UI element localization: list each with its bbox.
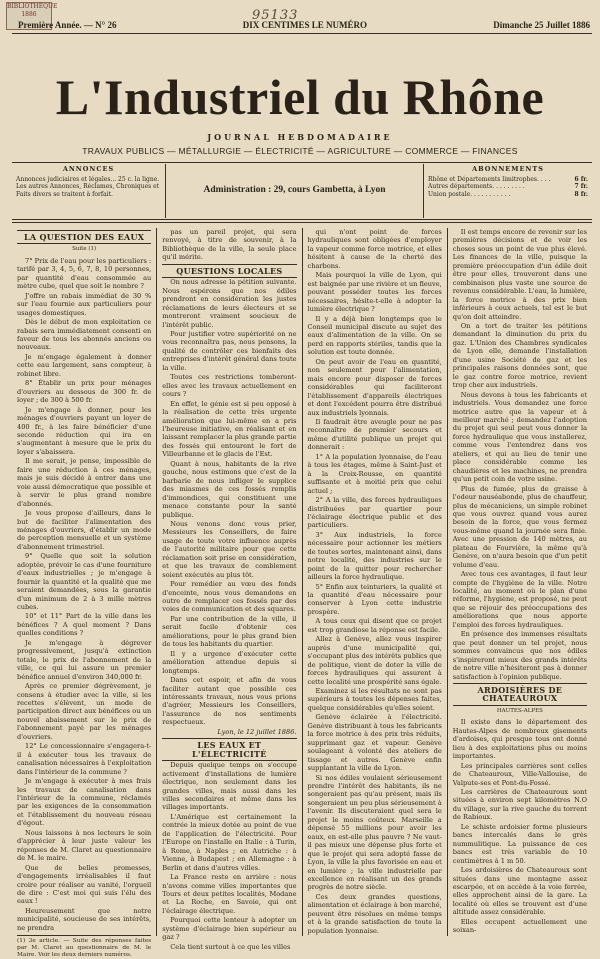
article-paragraph: En effet, le génie est si peu opposé à la réalisation de cette très urgente amélioration que lui-même en a pris l'heureuse initiative, en réalisant et en laissant remplacer la plus grande partie des fossés qui entourent le fort de Villeurbanne et le glacis de l'Est. <box>162 399 297 459</box>
article-paragraph: 3° Aux industriels, la force nécessaire pour actionner les métiers de toutes sortes, maintenant ainsi, dans notre localité, des industries sur le point de la quitter pour rechercher ailleurs la force hydraulique. <box>307 530 442 582</box>
article-paragraph: 8° Établir un prix pour ménages d'ouvriers au dessous de 300 fr. de loyer ; de 300 à 500 fr. <box>17 379 152 405</box>
article-columns <box>12 228 592 959</box>
article-body <box>308 228 442 935</box>
article-body <box>162 278 296 727</box>
article-paragraph: Les carrières de Chateauroux sont situées à environ sept kilomètres N.O du village, sur la rive gauche du torrent de Rabioux. <box>452 788 587 822</box>
abonnement-label: Autres départements. . . . . . . . . <box>428 183 525 190</box>
article-paragraph: Nous venons donc vous prier, Messieurs les Conseillers, de faire usage de toute votre influence auprès de l'autorité militaire pour que cette réclamation soit prise en considération, et que les travaux de comblement soient exécutés au plus tôt. <box>162 519 297 579</box>
article-paragraph: Je m'engage à exécuter à mes frais les travaux de canalisation dans l'intérieur de la commune, réclamés par les exigences de la consommation et l'établissement du nouveau réseau d'égout. <box>17 777 152 828</box>
article-paragraph: 12° Le concessionnaire s'engagera-t-il à exécuter tous les travaux de canalisation nécessaires à l'exploitation dans l'intérieur de la commune ? <box>17 742 152 776</box>
article-paragraph: Il existe dans le département des Hautes-Alpes de nombreux gisements d'ardoises, qui presque tous ont donné lieu à des exploitations plus ou moins importantes. <box>452 718 587 761</box>
handwritten-number: 95133 <box>252 8 299 23</box>
article-paragraph: Par une contribution de la ville, il serait facile d'obtenir ces améliorations, pour le plus grand bien de tous les habitants du quartier. <box>162 614 297 649</box>
article-paragraph: Allez à Genève, allez vous inspirer auprès d'une municipalité qui, s'occupant plus des intérêts publics que de politique, vient de doter la ville de forces hydrauliques qui assurent à cette localité une prospérité sans égale. <box>307 635 442 686</box>
annonces-heading: ANNONCES <box>62 165 115 173</box>
article-paragraph: On a tort de traiter les pétitions demandant la diminution du prix du gaz. L'Union des Chambres syndicales de Lyon elle, demande l'installation d'une usine Société de gaz et les principales raisons données sont, que le gaz contre force motrice, revient trop cher aux industriels. <box>452 321 587 390</box>
article-title: ARDOISIÈRES DE CHATEAUROUX <box>453 683 587 706</box>
article-paragraph: A tous ceux qui disent que ce projet est trop grandiose la réponse est facile. <box>307 617 442 634</box>
abonnement-price: 7 fr. <box>574 183 588 190</box>
article-paragraph: J'offre un rabais immédiat de 30 % sur l'eau fournie aux particuliers pour usages domestiques. <box>17 291 152 317</box>
article-paragraph: Heureusement que notre municipalité, soucieuse de ses intérêts, ne prendra <box>17 906 152 932</box>
divider <box>12 219 592 220</box>
article-paragraph: Il y a déjà bien longtemps que le Conseil municipal discute au sujet des eaux d'alimentation de la ville. On se perd en rapports stériles, tandis que la solution est toute donnée. <box>307 314 442 357</box>
masthead-subtitle: JOURNAL HEBDOMADAIRE <box>207 132 393 142</box>
divider <box>12 162 592 163</box>
divider <box>12 33 592 34</box>
library-stamp: BIBLIOTHÈQUE 1886 <box>6 2 52 30</box>
article-paragraph: La France reste en arrière : nous n'avons comme villes importantes que Tours et deux petites localités, Modane et La Roche, en Savoie, qui ont l'éclairage électrique. <box>162 873 297 915</box>
article-paragraph: Pour remédier au vœu des fonds d'enceinte, nous vous demandons en outre de remplacer ces fossés par des voies de communication et des squares. <box>162 580 297 614</box>
article-paragraph: pas un pareil projet, qui sera renvoyé, à titre de souvenir, à la Bibliothèque de la ville, la seule place qu'il mérite. <box>162 228 297 262</box>
abonnement-row <box>428 183 588 191</box>
article-paragraph: Dans cet espoir, et afin de vous faciliter autant que possible ces intéressants travaux, nous vous prions d'agréer, Messieurs les Conseillers, l'assurance de nos sentiments respectueux. <box>162 676 297 727</box>
article-title: LES EAUX ET L'ÉLECTRICITÉ <box>162 738 296 761</box>
article-paragraph: Quant à nous, habitants de la rive gauche, nous estimons que c'est de la barbarie de nous infliger le supplice des miasmes de ces fossés remplis d'immondices, qui constituent une menace constante pour la santé publique. <box>162 459 297 519</box>
annonces-box <box>12 164 166 218</box>
abonnement-row <box>428 176 588 184</box>
article-paragraph: L'Amérique est certainement la contrée la mieux dotée au point de vue de l'application de l'électricité. Pour l'Europe on l'installe en Italie : à Turin, à Rome, à Naples ; en Autriche : à Vienne, à Budapest ; en Allemagne : à Berlin et dans d'autres villes. <box>162 812 297 872</box>
article-paragraph: Que de belles promesses, d'engagements irréalisables il faut croire pour réaliser au vanité, l'orgueil de dire : C'est moi qui suis l'élu des eaux ! <box>17 863 152 906</box>
article-paragraph: Les principales carrières sont celles de Chateauroux, Ville-Vallouise, de Valpute-ses et Pont-du-Fossé. <box>452 761 587 787</box>
article-paragraph: Je m'engage également à donner cette eau largement, sans compteur, à robinet libre. <box>17 352 152 378</box>
article-paragraph: Nous devons à tous les fabricants et industriels. Vous demandez une force motrice autre que la vapeur et à meilleur marché ; demandez l'adoption du projet qui seul peut vous donner la force hydraulique que vous installerez, comme vous l'entendrez dans vos ateliers, et qui au lieu de tenir une place considérable comme les chaudières et les machines, ne prendra qu'un petit coin de votre usine. <box>452 390 587 484</box>
article-paragraph: Pourquoi cette lenteur à adopter un système d'éclairage bien supérieur au gaz ? <box>162 916 297 942</box>
article-paragraph: Pour justifier votre supériorité on ne vous reconnaîtra pas, nous pensons, la qualité de contrôler ces bienfaits des entreprises d'intérêt général dans toute la ville. <box>162 329 297 372</box>
article-paragraph: Les ardoisières de Chateauroux sont situées dans une montagne assez escarpée, et on accède à la voie ferrée, elles approchent ainsi de la gare. La localité où elles se trouvent est d'une altitude assez considérable. <box>452 866 587 917</box>
article-paragraph: Nous laissons à nos lecteurs le soin d'apprécier à leur juste valeur les réponses de M. Claret au questionnaire de M. le maire. <box>17 828 152 863</box>
divider <box>12 222 592 223</box>
article-paragraph: On nous adresse la pétition suivante. Nous espérons que nos édiles prendront en considération les justes réclamations de leurs électeurs et se montreront vraiment soucieux de l'intérêt public. <box>162 278 297 329</box>
article-paragraph: 7° Prix de l'eau pour les particuliers : tarifé par 3, 4, 5, 6, 7, 8, 10 personnes, par quantité d'eau consommée au mètre cube, quel que soit le nombre ? <box>17 256 152 291</box>
article-paragraph: Cela tient surtout à ce que les villes <box>170 942 291 951</box>
footnote: (1) 3e article. — Suite des réponses faites par M. Claret au questionnaire de M. le Maire. Voir les deux derniers numéros. <box>17 935 151 959</box>
issue-date: Dimanche 25 Juillet 1886 <box>493 20 590 30</box>
abonnement-price: 6 fr. <box>574 175 588 183</box>
abonnement-label: Rhône et Départements limitrophes. . . . <box>428 175 551 183</box>
article-paragraph: Il y a urgence d'exécuter cette amélioration attendue depuis si longtemps. <box>162 649 297 675</box>
article-paragraph: Plus de fumée, plus de graisse à l'odeur nauséabonde, plus de chauffeur, plus de mécaniciens, un simple robinet que vous ouvrez quand vous aurez besoin de la force, que vous fermez vous-même quand la journée sera finie. Avec une pression de 140 mètres, au plateau de Fourvière, la même qu'à Genève, on n'aura besoin que d'un petit volume d'eau. <box>452 484 587 569</box>
article-paragraph: Elles occupent actuellement une soixan- <box>452 917 587 935</box>
article-paragraph: 10° et 11° Part de la ville dans les bénéfices ? A quel moment ? Dans quelles conditions ? <box>17 612 152 638</box>
article-body <box>453 718 587 934</box>
column-1 <box>12 228 156 959</box>
abonnements-box <box>423 164 592 218</box>
article-paragraph: En présence des immenses résultats que peut donner un tel projet, nous sommes convaincus que nos édiles s'inspireront mieux des grands intérêts de notre ville n'hésiteront pas à donner satisfaction à l'opinion publique. <box>452 630 587 681</box>
article-paragraph: Genève éclairée à l'électricité. Genève distribuant à tous les fabricants la force motrice à des prix très réduits, supprimant gaz et vapeur. Genève soulageant à volonté des ateliers de tissage et autres. Genève enfin supplantant la ville de Lyon. <box>307 713 442 773</box>
signature: Lyon, le 12 juillet 1886. <box>217 727 297 736</box>
article-paragraph: Je m'engage à dégrever progressivement, jusqu'à extinction totale, le prix de l'abonnement de la ville, ce qui lui assure un premier bénéfice annuel d'environ 340,000 fr. <box>17 638 152 681</box>
annonces-line: Les autres Annonces, Réclames, Chroniques et <box>16 183 160 190</box>
article-paragraph: Il me serait, je pense, impossible de faire une réduction à ces ménages, mais je suis décidé à entrer dans une voie aussi démocratique que possible et à servir le plus grand nombre d'abonnés. <box>17 457 152 508</box>
article-paragraph: Il faudrait être aveugle pour ne pas reconnaître de premier secours et même d'utilité publique un projet qui donnerait : <box>307 417 442 452</box>
article-body <box>17 257 151 932</box>
abonnement-row <box>428 191 588 199</box>
info-bar <box>12 164 592 218</box>
article-subtitle: HAUTES-ALPES <box>496 707 543 714</box>
section-list: TRAVAUX PUBLICS — MÉTALLURGIE — ÉLECTRICITÉ — AGRICULTURE — COMMERCE — FINANCES <box>82 146 518 156</box>
article-paragraph: Dès le début de mon exploitation ce rabais sera immédiatement consenti en faveur de tous les abonnés anciens ou nouveaux. <box>17 318 152 352</box>
article-paragraph: Ces deux grandes questions, alimentation et éclairage à bon marché, peuvent être résolues en même temps et à la grande satisfaction de toute la population lyonnaise. <box>307 892 442 935</box>
article-body <box>453 228 587 681</box>
article-paragraph: 5° Enfin aux teinturiers, la qualité et la quantité d'eau nécessaire pour conserver à Lyon cette industrie prospère. <box>307 582 442 616</box>
article-paragraph: Il est temps encore de revenir sur les premières décisions et de voir les choses sous un point de vue plus élevé. Les finances de la ville, puisque la première préoccupation d'un édile doit être pour elles, trouveront dans une combinaison plus vaste une source de revenus considérable. L'eau, la lumière, la force motrice à des prix bien inférieurs à ceux actuels, tel est le but qu'on doit atteindre. <box>452 228 587 321</box>
article-title: LA QUESTION DES EAUX <box>17 230 151 244</box>
administration-address: Administration : 29, cours Gambetta, à Lyon <box>203 185 386 196</box>
article-paragraph: Mais pourquoi la ville de Lyon, qui est baignée par une rivière et un fleuve, pouvant posséder toutes les forces nécessaires, hésite-t-elle à adopter la lumière électrique ? <box>307 271 442 314</box>
article-paragraph: qui n'ont point de forces hydrauliques sont obligées d'employer la vapeur comme force motrice, et elles hésitent à cause de la cherté des charbons. <box>307 228 442 270</box>
article-paragraph: Depuis quelque temps on s'occupe activement d'installations de lumière électrique, non seulement dans les grandes villes, mais aussi dans les villes secondaires et même dans les villages importants. <box>162 761 297 812</box>
masthead-title: L'Industriel du Rhône <box>55 69 545 125</box>
abonnement-label: Union postale. . . . . . . . . . . <box>428 190 511 198</box>
article-paragraph: 2° A la ville, des forces hydrauliques distribuées par quartier pour l'éclairage électrique public et des particuliers. <box>307 496 442 530</box>
article-paragraph: On peut avoir de l'eau en quantité, non seulement pour l'alimentation, mais encore pour disposer de forces considérables qui faciliteront l'établissement d'appareils électriques et dont l'excédent pourra être distribué aux industriels lyonnais. <box>307 357 442 417</box>
article-paragraph: Je vous propose d'ailleurs, dans le but de faciliter l'alimentation des ménages d'ouvriers, d'établir un mode de perception mensuelle et un système d'abonnement trimestriel. <box>17 509 152 551</box>
article-paragraph: 9° Quelle que soit la solution adoptée, prévoir le cas d'une fourniture d'eaux industrielles ; je m'engage à fournir la quantité et la qualité que me seraient demandées, sous la garantie d'un minimum de 2 à 3 mille mètres cubes. <box>17 552 152 612</box>
article-suite: Suite (1) <box>72 246 97 253</box>
article-paragraph: Le schiste ardoisier forme plusieurs bancs intercalés dans le grès nummulitique. La puissance de ces bancs est très variable de 10 centimètres à 1 m 50. <box>452 822 587 865</box>
issue-line <box>18 20 590 30</box>
article-paragraph: Toutes ces restrictions tomberont-elles avec les travaux actuellement en cours ? <box>162 373 297 399</box>
article-paragraph: Avec tous ces avantages, il faut leur compte de l'hygiène de la ville. Notre localité, au moment où le plan d'une réforme, l'hygiène, est proposé, ne peut que se réjouir des préoccupations des améliorations que nous apporte l'emploi des forces hydrauliques. <box>452 570 587 629</box>
abonnement-price: 8 fr. <box>574 190 588 198</box>
column-3 <box>302 228 447 936</box>
article-title: QUESTIONS LOCALES <box>162 264 296 278</box>
article-body <box>162 761 296 951</box>
abonnements-heading: ABONNEMENTS <box>472 165 544 173</box>
issue-number: Première Année. — N° 26 <box>18 20 117 30</box>
column-2 <box>156 228 301 951</box>
column-4 <box>447 228 592 936</box>
article-paragraph: Après ce premier dégrèvement, je consens à étudier avec la ville, si les recettes s'élèvent, un mode de participation direct aux bénéfices ou un nouvel abaissement sur le prix de l'abonnement payé par les ménages d'ouvriers. <box>17 682 152 741</box>
annonces-line: Faits divers se traitent à forfait. <box>16 190 113 198</box>
article-paragraph: 1° A la population lyonnaise, de l'eau à tous les étages, même à Saint-Just et à la Croix-Rousse, en quantité suffisante et à moitié prix que celui actuel ; <box>307 452 442 495</box>
annonces-line: Annonces judiciaires et légales... 25 c. la ligne. <box>16 175 160 183</box>
article-paragraph: Je m'engage à donner, pour les ménages d'ouvriers payant un loyer de 400 fr., à les faire bénéficier d'une seconde réduction qui ira en s'augmentant à mesure que le prix du loyer s'abaissera. <box>17 405 152 456</box>
article-paragraph: Examinez si les résultats ne sont pas supérieurs à toutes les dépenses faites, quelque considérables qu'elles soient. <box>307 687 442 712</box>
article-paragraph: Si nos édiles voulaient sérieusement prendre l'intérêt des habitants, ils ne songeraient pas qu'au présent, mais ils songeraient un peu plus sérieusement à l'avenir. Ils discuteraient quel sera le projet le moins coûteux. Marseille a dépensé 55 millions pour avoir les eaux, en est-elle plus pauvre ? Ne vaut-il pas mieux une dépense plus forte et que le projet qui sera adopté fasse de Lyon, la ville la plus favorisée en eau et en lumière ; la ville industrielle par excellence en réalisant un des grands progrès de notre siècle. <box>307 773 442 892</box>
price: DIX CENTIMES LE NUMÉRO <box>242 20 367 30</box>
